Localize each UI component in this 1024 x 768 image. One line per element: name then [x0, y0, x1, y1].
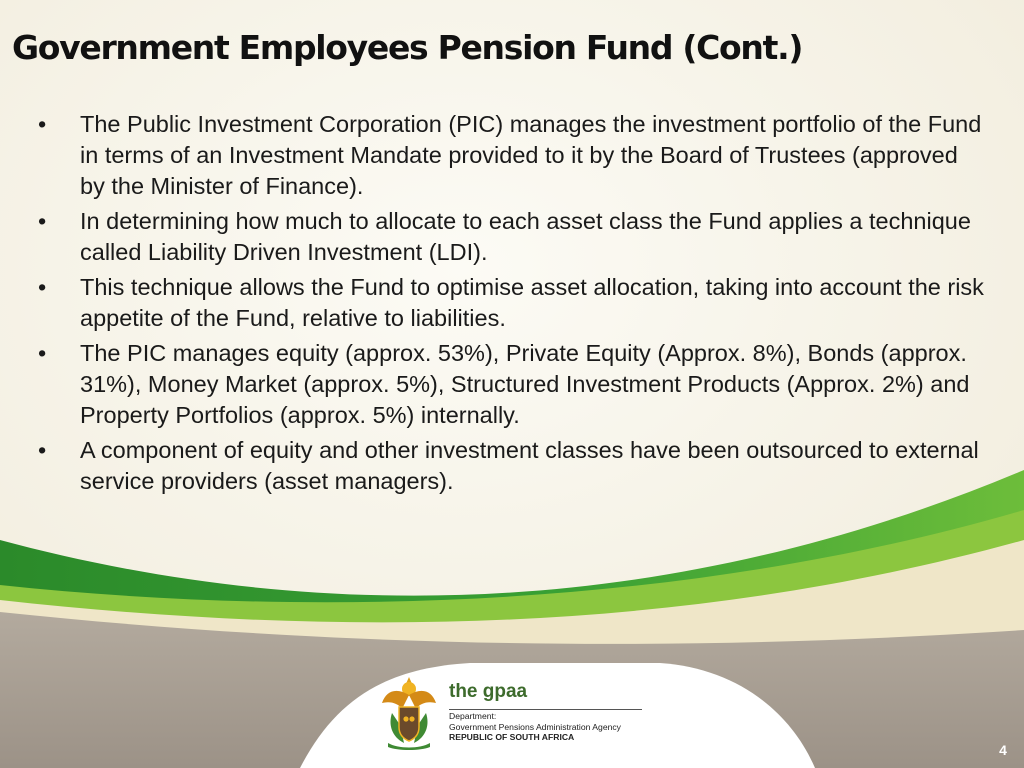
bullet-text: The Public Investment Corporation (PIC) manages the investment portfolio of the Fund in terms of an Investment Mandate provided to it by the Board of Trustees (approved by the Minister of Finance). — [80, 111, 982, 199]
gpaa-logo — [378, 673, 648, 751]
bullet-dot-icon: • — [38, 340, 47, 366]
gpaa-brand-text: the gpaa — [449, 681, 528, 702]
bullet-item — [36, 338, 986, 431]
page-number: 4 — [999, 742, 1007, 758]
slide-title: Government Employees Pension Fund (Cont.) — [12, 28, 803, 67]
bullet-dot-icon: • — [38, 111, 47, 137]
bullet-item — [36, 206, 986, 268]
logo-divider — [449, 709, 642, 710]
country-name: REPUBLIC OF SOUTH AFRICA — [449, 732, 575, 743]
bullet-item — [36, 109, 986, 202]
bullet-text: A component of equity and other investment classes have been outsourced to external service providers (asset managers). — [80, 437, 979, 494]
department-block — [449, 711, 621, 743]
agency-name: Government Pensions Administration Agency — [449, 721, 621, 732]
bullet-item — [36, 272, 986, 334]
bullet-item — [36, 435, 986, 497]
bullet-text: In determining how much to allocate to each asset class the Fund applies a technique called Liability Driven Investment (LDI). — [80, 208, 971, 265]
bullet-dot-icon: • — [38, 274, 47, 300]
bullet-dot-icon: • — [38, 437, 47, 463]
dept-label: Department: — [449, 711, 497, 721]
bullet-text: The PIC manages equity (approx. 53%), Private Equity (Approx. 8%), Bonds (approx. 31%), Money Market (approx. 5%), Structured Investment Products (Approx. 2%) and Property Portfolios (approx. 5%) internally. — [80, 340, 970, 428]
bullet-text: This technique allows the Fund to optimise asset allocation, taking into account the risk appetite of the Fund, relative to liabilities. — [80, 274, 984, 331]
bullet-dot-icon: • — [38, 208, 47, 234]
bullet-list — [36, 109, 986, 501]
coat-of-arms-icon — [378, 673, 440, 751]
